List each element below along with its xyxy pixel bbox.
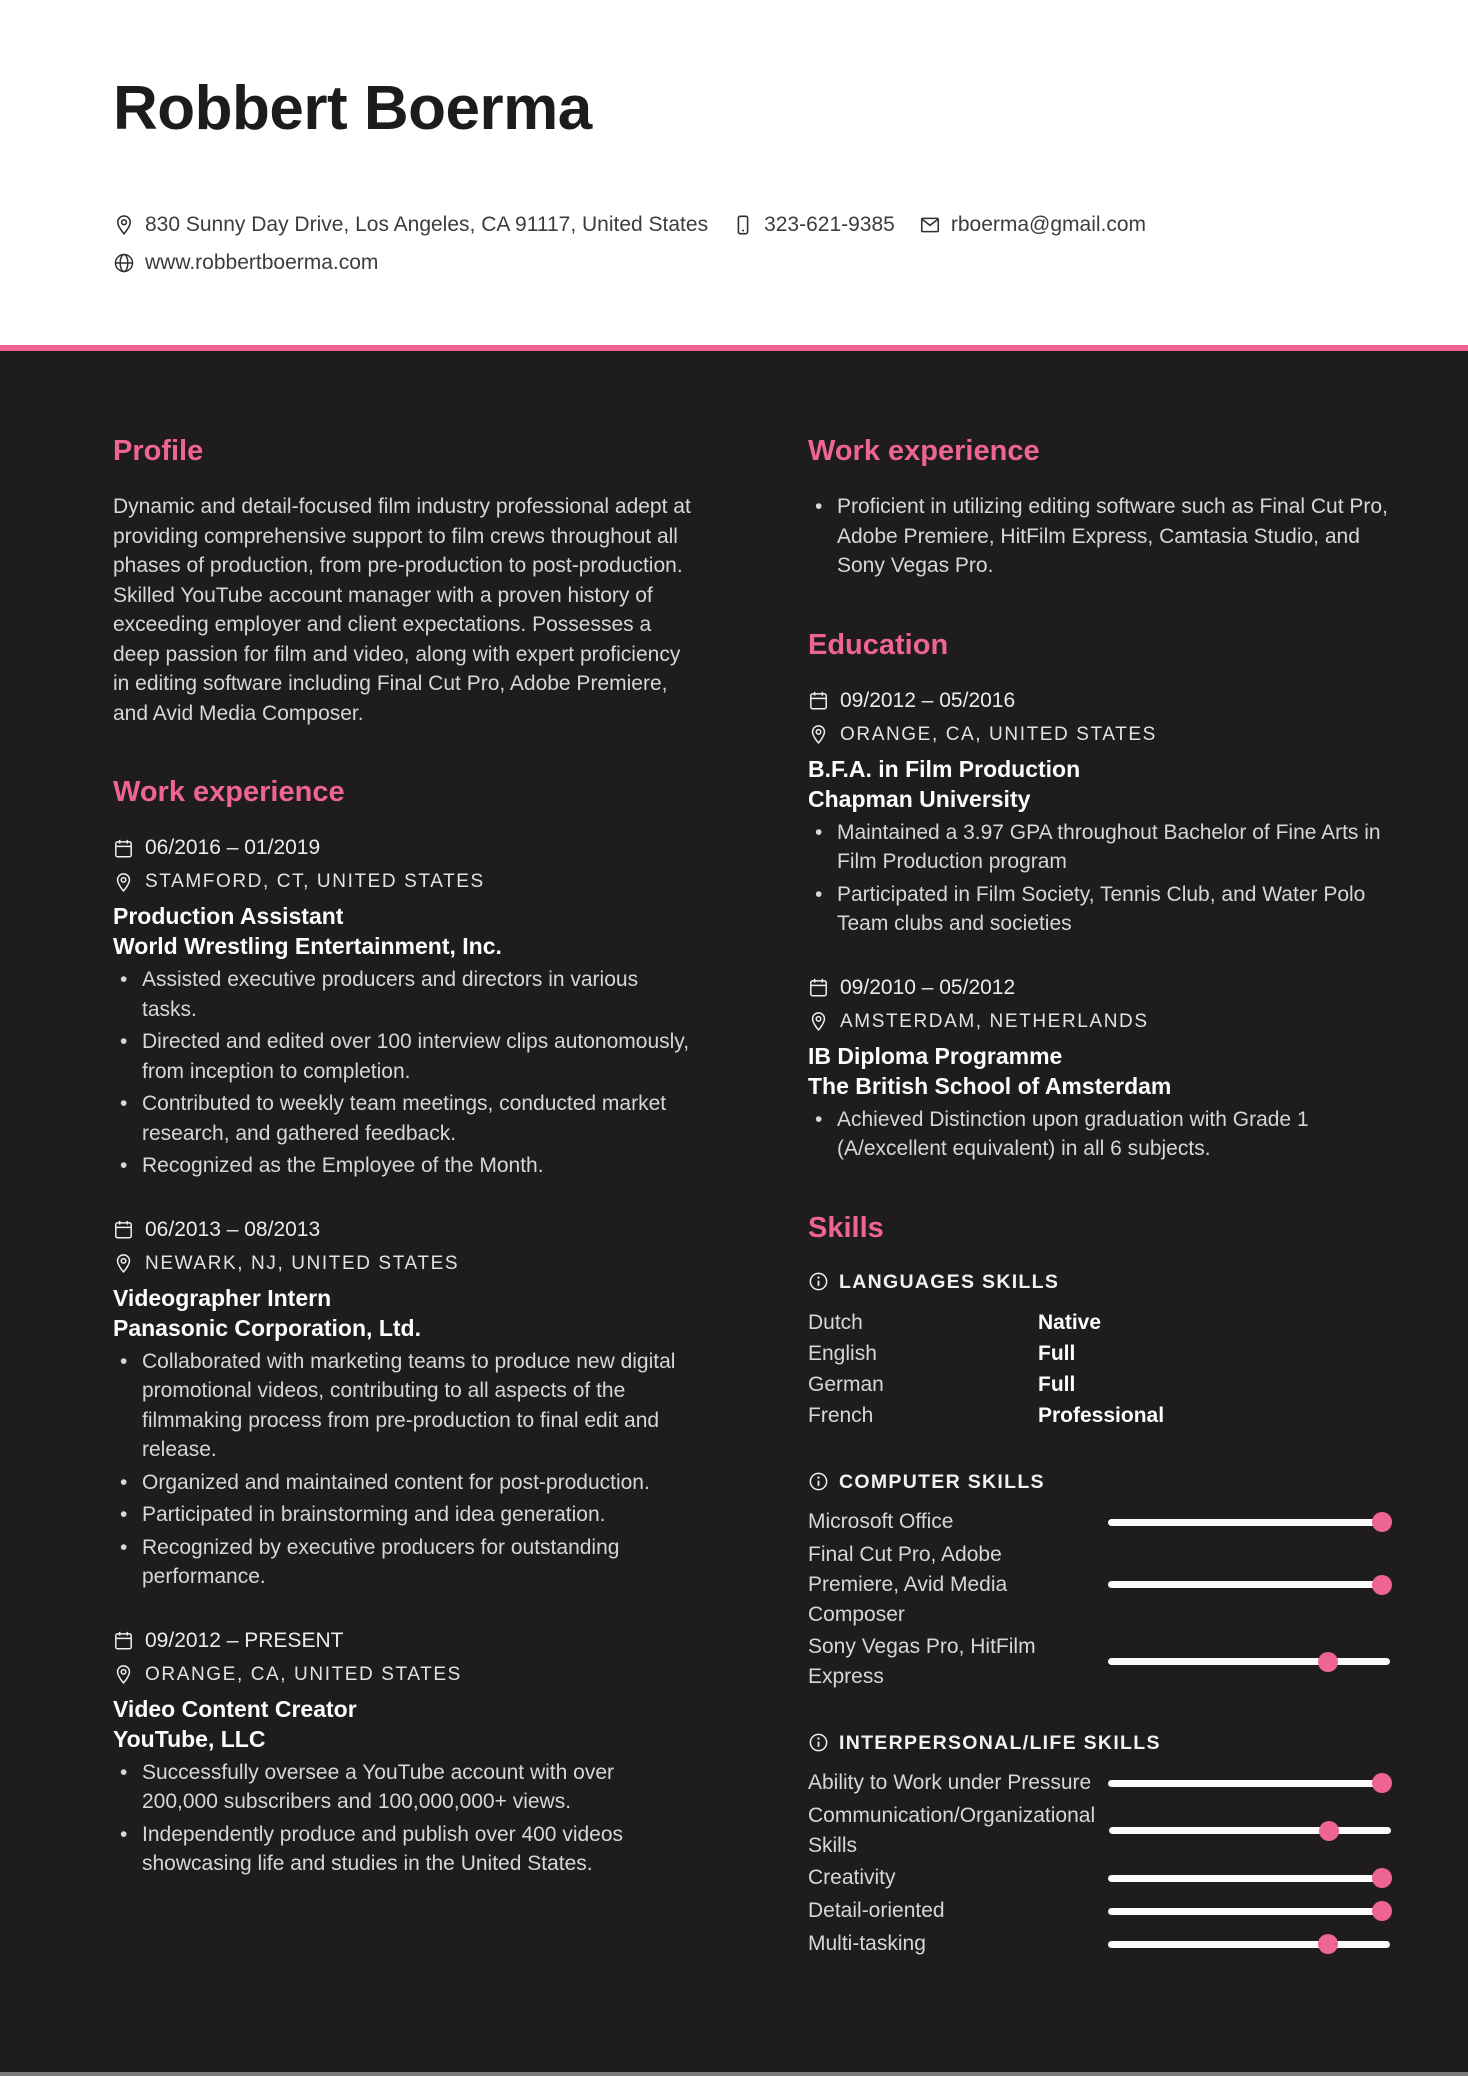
skill-label: Creativity bbox=[808, 1866, 896, 1889]
location-pin-icon bbox=[113, 1664, 134, 1685]
skill-slider-row bbox=[808, 1863, 1390, 1894]
education-dates bbox=[808, 973, 1390, 1003]
slider-track bbox=[1108, 1519, 1390, 1526]
language-label: French bbox=[808, 1403, 874, 1427]
computer-skills-group bbox=[808, 1469, 1390, 1692]
skill-label: Microsoft Office bbox=[808, 1510, 954, 1533]
skill-level-slider bbox=[1108, 1773, 1390, 1793]
skill-slider-row bbox=[808, 1632, 1390, 1692]
skill-level-slider bbox=[1108, 1901, 1390, 1921]
info-icon bbox=[808, 1271, 829, 1292]
slider-thumb bbox=[1372, 1512, 1392, 1532]
job-location-text: NEWARK, NJ, UNITED STATES bbox=[145, 1252, 460, 1274]
bullet-item: • Recognized by executive producers for outstanding performance. bbox=[113, 1533, 691, 1592]
education-location bbox=[808, 722, 1390, 748]
location-pin-icon bbox=[808, 1011, 829, 1032]
skill-level-slider bbox=[1108, 1512, 1390, 1532]
slider-track bbox=[1108, 1780, 1390, 1787]
skills-heading: Skills bbox=[808, 1211, 884, 1244]
bullet-item: • Assisted executive producers and directors in various tasks. bbox=[113, 965, 691, 1024]
slider-thumb bbox=[1319, 1821, 1339, 1841]
contact-address bbox=[113, 213, 708, 237]
job-title: Videographer Intern bbox=[113, 1284, 332, 1311]
address-text: 830 Sunny Day Drive, Los Angeles, CA 91117, United States bbox=[145, 213, 709, 236]
degree-title: B.F.A. in Film Production bbox=[808, 755, 1081, 782]
skill-level-slider bbox=[1109, 1821, 1391, 1841]
calendar-icon bbox=[113, 838, 134, 859]
calendar-icon bbox=[808, 690, 829, 711]
skill-label: Communication/Organizational Skills bbox=[808, 1803, 1096, 1857]
info-icon bbox=[808, 1471, 829, 1492]
job-title: Video Content Creator bbox=[113, 1695, 357, 1722]
job-dates bbox=[113, 833, 691, 863]
skill-label: Final Cut Pro, Adobe Premiere, Avid Media Composer bbox=[808, 1542, 1008, 1626]
interpersonal-skills-title bbox=[808, 1730, 1390, 1756]
skill-label: Detail-oriented bbox=[808, 1899, 945, 1922]
left-column bbox=[113, 435, 691, 2008]
skill-slider-row bbox=[808, 1507, 1390, 1538]
language-level: Full bbox=[1038, 1372, 1076, 1396]
skill-level-slider bbox=[1108, 1652, 1390, 1672]
job-location-text: ORANGE, CA, UNITED STATES bbox=[145, 1663, 462, 1685]
calendar-icon bbox=[113, 1630, 134, 1651]
skills-section bbox=[808, 1212, 1390, 1960]
job-location bbox=[113, 869, 691, 895]
job-dates bbox=[113, 1626, 691, 1656]
education-bullets bbox=[808, 818, 1390, 939]
job-company: Panasonic Corporation, Ltd. bbox=[113, 1314, 421, 1341]
education-location bbox=[808, 1009, 1390, 1035]
location-pin-icon bbox=[113, 214, 135, 236]
page-bottom-edge bbox=[0, 2072, 1468, 2076]
job-title: Production Assistant bbox=[113, 903, 344, 929]
globe-icon bbox=[113, 252, 135, 274]
right-column bbox=[808, 435, 1390, 2008]
contact-row-1 bbox=[113, 210, 1388, 240]
job-dates-text: 06/2016 – 01/2019 bbox=[145, 836, 321, 859]
slider-thumb bbox=[1318, 1934, 1338, 1954]
bullet-item: • Successfully oversee a YouTube account with over 200,000 subscribers and 100,000,000+ views. bbox=[113, 1758, 691, 1817]
language-level: Full bbox=[1038, 1341, 1076, 1365]
job-bullets bbox=[113, 1758, 691, 1879]
bullet-item: • Participated in brainstorming and idea generation. bbox=[113, 1500, 691, 1530]
skill-level-slider bbox=[1108, 1575, 1390, 1595]
slider-track bbox=[1109, 1827, 1391, 1834]
work-experience-section-left bbox=[113, 776, 691, 1879]
job-bullets bbox=[113, 965, 691, 1181]
education-dates-text: 09/2010 – 05/2012 bbox=[840, 975, 1016, 999]
contact-phone bbox=[732, 213, 895, 237]
education-entry bbox=[808, 973, 1390, 1164]
resume-body bbox=[0, 351, 1468, 2072]
bullet-item: • Contributed to weekly team meetings, conducted market research, and gathered feedback. bbox=[113, 1089, 691, 1148]
work-experience-heading-right: Work experience bbox=[808, 435, 1040, 467]
skill-slider-row bbox=[808, 1896, 1390, 1927]
job-entry bbox=[113, 833, 691, 1181]
skill-level-slider bbox=[1108, 1868, 1390, 1888]
slider-thumb bbox=[1372, 1901, 1392, 1921]
language-row bbox=[808, 1338, 1390, 1369]
header bbox=[0, 0, 1468, 345]
slider-thumb bbox=[1372, 1575, 1392, 1595]
contact-website bbox=[113, 251, 378, 275]
slider-track bbox=[1108, 1581, 1390, 1588]
computer-skills-title bbox=[808, 1469, 1390, 1495]
bullet-item: • Organized and maintained content for post-production. bbox=[113, 1468, 691, 1498]
email-text: rboerma@gmail.com bbox=[950, 213, 1147, 236]
education-section bbox=[808, 629, 1390, 1164]
location-pin-icon bbox=[808, 724, 829, 745]
education-dates bbox=[808, 686, 1390, 716]
education-entry bbox=[808, 686, 1390, 939]
slider-track bbox=[1108, 1875, 1390, 1882]
bullet-item: • Proficient in utilizing editing software such as Final Cut Pro, Adobe Premiere, HitFilm Express, Camtasia Studio, and Sony Vegas Pro. bbox=[808, 492, 1390, 581]
languages-skills-title bbox=[808, 1269, 1390, 1295]
contact-row-2 bbox=[113, 248, 1388, 278]
degree-title: IB Diploma Programme bbox=[808, 1042, 1063, 1069]
bullet-item: • Maintained a 3.97 GPA throughout Bachelor of Fine Arts in Film Production program bbox=[808, 818, 1390, 877]
job-company: YouTube, LLC bbox=[113, 1725, 266, 1752]
work-experience-section-right bbox=[808, 435, 1390, 581]
mail-icon bbox=[919, 214, 941, 236]
skill-level-slider bbox=[1108, 1934, 1390, 1954]
job-dates-text: 09/2012 – PRESENT bbox=[145, 1628, 344, 1652]
job-entry bbox=[113, 1215, 691, 1592]
slider-thumb bbox=[1372, 1773, 1392, 1793]
skill-label: Sony Vegas Pro, HitFilm Express bbox=[808, 1634, 1036, 1688]
skill-slider-row bbox=[808, 1801, 1390, 1861]
skill-label: Ability to Work under Pressure bbox=[808, 1771, 1092, 1794]
skill-slider-row bbox=[808, 1929, 1390, 1960]
group-title-text: COMPUTER SKILLS bbox=[839, 1470, 1045, 1493]
language-row bbox=[808, 1400, 1390, 1431]
language-level: Native bbox=[1038, 1310, 1102, 1334]
language-row bbox=[808, 1307, 1390, 1338]
job-location-text: STAMFORD, CT, UNITED STATES bbox=[145, 871, 485, 892]
education-location-text: ORANGE, CA, UNITED STATES bbox=[840, 723, 1157, 745]
job-location bbox=[113, 1251, 691, 1277]
slider-thumb bbox=[1372, 1868, 1392, 1888]
school-name: Chapman University bbox=[808, 785, 1031, 812]
language-level: Professional bbox=[1038, 1403, 1165, 1427]
job-dates-text: 06/2013 – 08/2013 bbox=[145, 1217, 321, 1241]
info-icon bbox=[808, 1732, 829, 1753]
group-title-text: LANGUAGES SKILLS bbox=[839, 1270, 1060, 1293]
slider-track bbox=[1108, 1658, 1390, 1665]
skill-slider-row bbox=[808, 1540, 1390, 1630]
skill-label: Multi-tasking bbox=[808, 1932, 926, 1955]
work-experience-heading-left: Work experience bbox=[113, 776, 345, 808]
bullet-item: • Participated in Film Society, Tennis Club, and Water Polo Team clubs and societies bbox=[808, 880, 1390, 939]
contact-email bbox=[919, 213, 1146, 237]
calendar-icon bbox=[113, 1219, 134, 1240]
education-bullets bbox=[808, 1105, 1390, 1164]
job-dates bbox=[113, 1215, 691, 1245]
language-label: English bbox=[808, 1341, 877, 1365]
location-pin-icon bbox=[113, 872, 134, 893]
language-label: German bbox=[808, 1372, 884, 1396]
job-bullets bbox=[113, 1347, 691, 1592]
education-location-text: AMSTERDAM, NETHERLANDS bbox=[840, 1010, 1149, 1032]
person-name: Robbert Boerma bbox=[113, 74, 592, 143]
website-text: www.robbertboerma.com bbox=[145, 251, 379, 274]
language-label: Dutch bbox=[808, 1310, 863, 1334]
bullet-item: • Independently produce and publish over 400 videos showcasing life and studies in the United States. bbox=[113, 1820, 691, 1879]
education-heading: Education bbox=[808, 628, 949, 661]
job-company: World Wrestling Entertainment, Inc. bbox=[113, 933, 502, 959]
school-name: The British School of Amsterdam bbox=[808, 1072, 1172, 1099]
language-row bbox=[808, 1369, 1390, 1400]
group-title-text: INTERPERSONAL/LIFE SKILLS bbox=[839, 1731, 1161, 1754]
calendar-icon bbox=[808, 977, 829, 998]
profile-text: Dynamic and detail-focused film industry professional adept at providing comprehensive support to film crews throughout all phases of production, from pre-production to post-production. Skilled YouTube account manager with a proven history of exceeding employer and client expectations. Possesses a deep passion for film and video, along with expert proficiency in editing software including Final Cut Pro, Adobe Premiere, and Avid Media Composer. bbox=[113, 495, 691, 725]
phone-icon bbox=[732, 214, 754, 236]
slider-track bbox=[1108, 1908, 1390, 1915]
contact-block bbox=[113, 210, 1388, 278]
job-location bbox=[113, 1662, 691, 1688]
slider-thumb bbox=[1318, 1652, 1338, 1672]
interpersonal-skills-group bbox=[808, 1730, 1390, 1960]
location-pin-icon bbox=[113, 1253, 134, 1274]
bullet-item: • Collaborated with marketing teams to produce new digital promotional videos, contributing to all aspects of the filmmaking process from pre-production to final edit and release. bbox=[113, 1347, 691, 1465]
education-dates-text: 09/2012 – 05/2016 bbox=[840, 688, 1016, 712]
bullet-item: • Directed and edited over 100 interview clips autonomously, from inception to completion. bbox=[113, 1027, 691, 1086]
slider-track bbox=[1108, 1941, 1390, 1948]
job-entry bbox=[113, 1626, 691, 1879]
bullet-item: • Achieved Distinction upon graduation with Grade 1 (A/excellent equivalent) in all 6 subjects. bbox=[808, 1105, 1390, 1164]
skill-slider-row bbox=[808, 1768, 1390, 1799]
profile-section bbox=[113, 435, 691, 728]
bullet-item: • Recognized as the Employee of the Month. bbox=[113, 1151, 691, 1181]
phone-text: 323-621-9385 bbox=[764, 213, 895, 236]
profile-heading: Profile bbox=[113, 435, 204, 467]
languages-skills-group bbox=[808, 1269, 1390, 1431]
work-bullets-right bbox=[808, 492, 1390, 581]
